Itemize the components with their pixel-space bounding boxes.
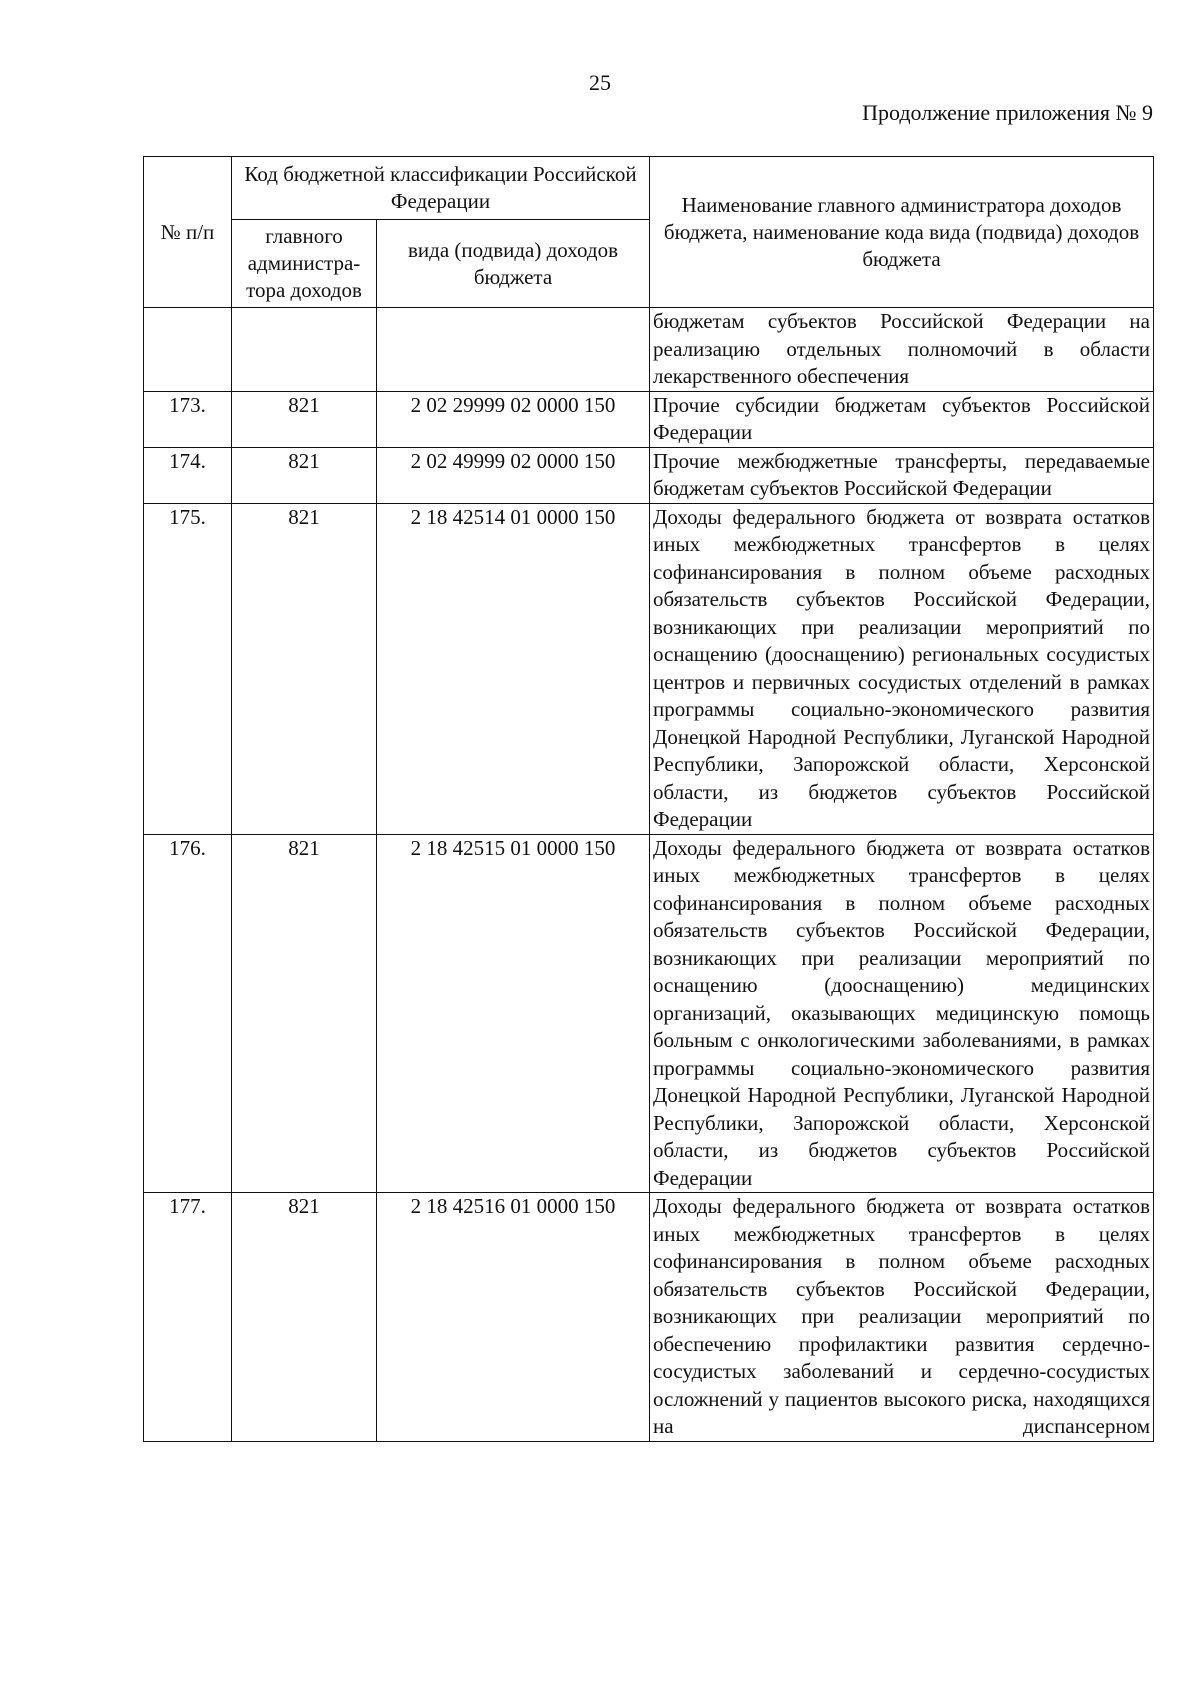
admin-code: 821 [232, 503, 377, 834]
table-row [144, 1193, 1154, 1442]
row-number: 177. [144, 1193, 232, 1442]
row-number: 176. [144, 834, 232, 1193]
income-name: бюджетам субъектов Российской Федерации на реализацию отдельных полномочий в области лекарственного обеспечения [650, 308, 1154, 392]
admin-code: 821 [232, 391, 377, 447]
appendix-continuation-label: Продолжение приложения № 9 [862, 100, 1153, 125]
budget-classification-table [143, 156, 1154, 1442]
page-number: 25 [589, 70, 611, 95]
header-admin-code: главного администра-тора доходов [232, 220, 377, 308]
admin-code [232, 308, 377, 392]
row-number: 175. [144, 503, 232, 834]
admin-code: 821 [232, 1193, 377, 1442]
income-name: Прочие межбюджетные трансферты, передаваемые бюджетам субъектов Российской Федерации [650, 447, 1154, 503]
row-number: 173. [144, 391, 232, 447]
income-code: 2 18 42514 01 0000 150 [377, 503, 650, 834]
income-code: 2 02 49999 02 0000 150 [377, 447, 650, 503]
table-row [144, 391, 1154, 447]
income-code: 2 18 42516 01 0000 150 [377, 1193, 650, 1442]
header-name: Наименование главного администратора доходов бюджета, наименование кода вида (подвида) доходов бюджета [650, 157, 1154, 308]
admin-code: 821 [232, 447, 377, 503]
income-name: Прочие субсидии бюджетам субъектов Российской Федерации [650, 391, 1154, 447]
table-row [144, 503, 1154, 834]
income-code [377, 308, 650, 392]
admin-code: 821 [232, 834, 377, 1193]
table-row [144, 308, 1154, 392]
income-code: 2 02 29999 02 0000 150 [377, 391, 650, 447]
table-header-row [144, 157, 1154, 220]
header-kbk-group: Код бюджетной классификации Российской Федерации [232, 157, 650, 220]
row-number [144, 308, 232, 392]
income-code: 2 18 42515 01 0000 150 [377, 834, 650, 1193]
income-name: Доходы федерального бюджета от возврата остатков иных межбюджетных трансфертов в целях софинансирования в полном объеме расходных обязательств субъектов Российской Федерации, возникающих при реализации мероприятий по оснащению (дооснащению) медицинских организаций, оказывающих медицинскую помощь больным с онкологическими заболеваниями, в рамках программы социально-экономического развития Донецкой Народной Республики, Луганской Народной Республики, Запорожской области, Херсонской области, из бюджетов субъектов Российской Федерации [650, 834, 1154, 1193]
header-income-type-code: вида (подвида) доходов бюджета [377, 220, 650, 308]
table-row [144, 447, 1154, 503]
income-name: Доходы федерального бюджета от возврата остатков иных межбюджетных трансфертов в целях софинансирования в полном объеме расходных обязательств субъектов Российской Федерации, возникающих при реализации мероприятий по оснащению (дооснащению) региональных сосудистых центров и первичных сосудистых отделений в рамках программы социально-экономического развития Донецкой Народной Республики, Луганской Народной Республики, Запорожской области, Херсонской области, из бюджетов субъектов Российской Федерации [650, 503, 1154, 834]
income-name: Доходы федерального бюджета от возврата остатков иных межбюджетных трансфертов в целях софинансирования в полном объеме расходных обязательств субъектов Российской Федерации, возникающих при реализации мероприятий по обеспечению профилактики развития сердечно-сосудистых заболеваний и сердечно-сосудистых осложнений у пациентов высокого риска, находящихся на диспансерном [650, 1193, 1154, 1442]
header-row-number: № п/п [144, 157, 232, 308]
table-row [144, 834, 1154, 1193]
row-number: 174. [144, 447, 232, 503]
